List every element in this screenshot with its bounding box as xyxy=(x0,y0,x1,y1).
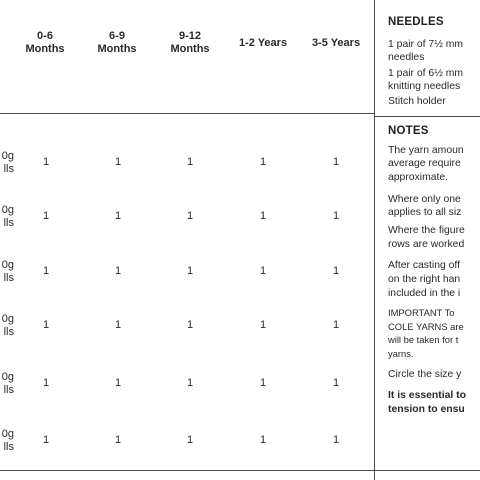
row-label: 0g lls xyxy=(1,150,14,175)
table-cell: 1 xyxy=(186,319,194,331)
notes-line: applies to all siz xyxy=(388,207,462,218)
notes-line: Circle the size y xyxy=(388,369,462,380)
table-cell: 1 xyxy=(114,434,122,446)
size-header-1-2-years: 1-2 Years xyxy=(238,37,288,49)
table-cell: 1 xyxy=(114,265,122,277)
table-cell: 1 xyxy=(332,210,340,222)
size-header-0-6-months: 0-6 Months xyxy=(25,30,65,55)
table-cell: 1 xyxy=(259,377,267,389)
table-cell: 1 xyxy=(186,434,194,446)
notes-line: It is essential to xyxy=(388,390,466,401)
row-label: 0g lls xyxy=(1,259,14,284)
table-cell: 1 xyxy=(42,210,50,222)
needles-heading: NEEDLES xyxy=(388,16,444,28)
table-divider xyxy=(374,0,375,480)
table-cell: 1 xyxy=(42,156,50,168)
table-cell: 1 xyxy=(259,265,267,277)
row-label: 0g lls xyxy=(1,313,14,338)
table-cell: 1 xyxy=(114,377,122,389)
needles-line: knitting needles xyxy=(388,81,461,92)
size-header-6-9-months: 6-9 Months xyxy=(97,30,137,55)
table-cell: 1 xyxy=(186,210,194,222)
table-cell: 1 xyxy=(114,210,122,222)
needles-line: needles xyxy=(388,52,425,63)
size-header-9-12-months: 9-12 Months xyxy=(170,30,210,55)
notes-line: approximate. xyxy=(388,172,449,183)
table-cell: 1 xyxy=(332,156,340,168)
table-cell: 1 xyxy=(259,210,267,222)
table-cell: 1 xyxy=(259,156,267,168)
table-cell: 1 xyxy=(332,319,340,331)
notes-line: average require xyxy=(388,158,461,169)
table-cell: 1 xyxy=(42,319,50,331)
table-bottom-rule xyxy=(0,470,480,471)
table-cell: 1 xyxy=(42,434,50,446)
needles-line: 1 pair of 6½ mm xyxy=(388,68,464,79)
table-cell: 1 xyxy=(42,265,50,277)
table-cell: 1 xyxy=(259,319,267,331)
table-cell: 1 xyxy=(332,265,340,277)
notes-line: Where the figure xyxy=(388,225,465,236)
row-label: 0g lls xyxy=(1,371,14,396)
table-cell: 1 xyxy=(42,377,50,389)
notes-line: COLE YARNS are xyxy=(388,321,464,332)
table-cell: 1 xyxy=(332,434,340,446)
header-divider xyxy=(374,116,480,117)
notes-heading: NOTES xyxy=(388,125,429,137)
table-cell: 1 xyxy=(259,434,267,446)
notes-line: tension to ensu xyxy=(388,404,465,415)
header-divider xyxy=(0,113,374,114)
row-label: 0g lls xyxy=(1,204,14,229)
notes-line: IMPORTANT To xyxy=(388,307,455,318)
notes-line: included in the i xyxy=(388,288,461,299)
row-label: 0g lls xyxy=(1,428,14,453)
table-cell: 1 xyxy=(114,319,122,331)
table-cell: 1 xyxy=(114,156,122,168)
table-cell: 1 xyxy=(332,377,340,389)
notes-line: The yarn amoun xyxy=(388,145,464,156)
notes-line: Where only one xyxy=(388,194,461,205)
table-cell: 1 xyxy=(186,265,194,277)
notes-line: yarns. xyxy=(388,348,414,359)
notes-line: rows are worked xyxy=(388,239,465,250)
notes-line: on the right han xyxy=(388,274,461,285)
table-cell: 1 xyxy=(186,156,194,168)
notes-line: will be taken for t xyxy=(388,334,459,345)
size-header-3-5-years: 3-5 Years xyxy=(311,37,361,49)
needles-line: Stitch holder xyxy=(388,96,446,107)
table-cell: 1 xyxy=(186,377,194,389)
needles-line: 1 pair of 7½ mm xyxy=(388,39,464,50)
notes-line: After casting off xyxy=(388,260,461,271)
